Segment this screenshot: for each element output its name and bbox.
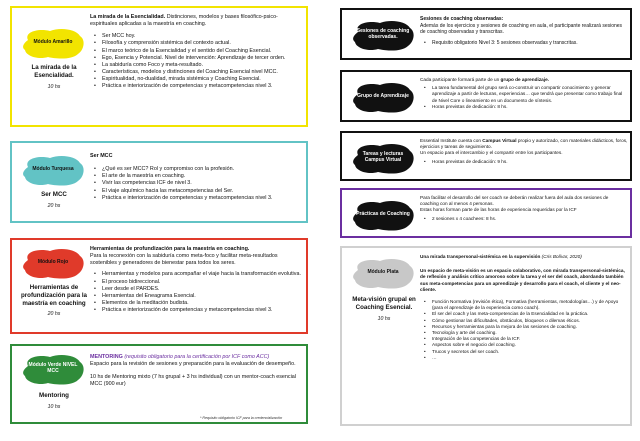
grupo-badge: Grupo de Aprendizaje: [350, 80, 416, 114]
tareas-intro-rest: propio y autorizado, con materiales didácticos, foros, ejercicios y tareas de seguimiento.: [420, 138, 628, 150]
tareas-badge: Tareas y lecturas Campus Virtual: [350, 141, 416, 175]
list-item: • El ser del coach y las meta-competencias de la Esencialidad en la práctica.: [420, 311, 628, 317]
modulo-rojo-badge: Módulo Rojo: [20, 246, 86, 280]
modulo-amarillo-badge: Módulo Amarillo: [20, 26, 86, 60]
list-item: • Filosofía y comprensión sistémica del contexto actual.: [90, 40, 304, 47]
list-item: • Aspectos sobre el negocio del coaching.: [420, 342, 628, 348]
modulo-plata-badge: Módulo Plata: [350, 256, 416, 290]
modulo-rojo-list: [90, 271, 304, 314]
tareas-card: [340, 131, 632, 181]
list-item: • Función Normativa (revisión ética), Formativa (herramientas, metodologías…) y de Apoyo (para el aprendizaje de la experiencia como coach).: [420, 299, 628, 311]
tareas-intro-bold: Campus Virtual: [482, 138, 517, 143]
modulo-rojo-name: Herramientas de profundización para la maestría en coaching: [20, 284, 87, 307]
sesiones-card: [340, 8, 632, 60]
grupo-intro-bold: grupo de aprendizaje.: [500, 77, 549, 82]
modulo-rojo-hours: 20 hs: [47, 311, 61, 318]
modulo-rojo-intro: Para la reconexión con la sabiduría como meta-foco y facilitar meta-resultados sostenibles y generadores de bienestar para todos los seres.: [90, 253, 278, 267]
modulo-verde-card: [10, 344, 308, 424]
modulo-verde-name: Mentoring: [39, 392, 69, 399]
list-item: • El proceso bidireccional.: [90, 279, 304, 286]
modulo-verde-detail: 10 hs de Mentoring mixto (7 hs grupal + 3 hs individual) con un mentor-coach esencial MCC (900 eur): [90, 374, 297, 388]
modulo-amarillo-hours: 10 hs: [47, 83, 61, 90]
tareas-intro: Essential Institute cuenta con: [420, 138, 481, 143]
modulo-amarillo-name: La mirada de la Esencialidad.: [31, 64, 77, 79]
tareas-list: [420, 159, 628, 165]
list-item: • Integración de las competencias de la ICF.: [420, 336, 628, 342]
sesiones-list: [420, 40, 628, 47]
practicas-card: [340, 188, 632, 238]
modulo-plata-title-note: (Cris Bolívar, 2020): [541, 254, 582, 259]
modulo-verde-title-note: (requisito obligatorio para la certificación por ICF como ACC): [124, 354, 270, 360]
grupo-list: [420, 85, 628, 110]
list-item: • Elementos de la meditación budista.: [90, 300, 304, 307]
list-item: • Práctica e interiorización de competencias y metacompetencias nivel 3.: [90, 307, 304, 314]
list-item: • 2 sesiones x 4 coachees: 8 hs.: [420, 216, 628, 222]
list-item: • El arte de la maestría en coaching.: [90, 173, 304, 180]
list-item: • Herramientas y modelos para acompañar el viaje hacia la transformación evolutiva.: [90, 271, 304, 278]
modulo-plata-intro: Un espacio de meta-visión es un espacio colaborativo, con mirada transpersonal-sistémica, de reflexión y análisis crítico amoroso sobre la tarea y el ser del coach, abordando también sus meta-competencias para un aprendizaje y desarrollo para el coach, el cliente y el neo-cliente.: [420, 268, 625, 292]
list-item: • ¿Qué es ser MCC? Rol y compromiso con la profesión.: [90, 166, 304, 173]
list-item: • El marco teórico de la Esencialidad y el sentido del Coaching Esencial.: [90, 48, 304, 55]
list-item: • Herramientas del Eneagrama Esencial.: [90, 293, 304, 300]
modulo-turquesa-name: Ser MCC: [41, 191, 67, 198]
modulo-amarillo-title: La mirada de la Esencialidad.: [90, 14, 166, 20]
modulo-amarillo-intro: Distinciones, modelos y bases filosófico-psico-espirituales aplicadas a la maestría en coaching.: [90, 14, 278, 28]
modulo-amarillo-list: [90, 33, 304, 90]
list-item: • Ego, Esencia y Potencial. Nivel de intervención: Aprendizaje de tercer orden.: [90, 55, 304, 62]
list-item: • Trucos y secretos del ser coach.: [420, 349, 628, 355]
modulo-turquesa-title: Ser MCC: [90, 153, 113, 159]
list-item: • Cómo gestionar las dificultades, obstáculos, bloqueos o dilemas éticos.: [420, 318, 628, 324]
practicas-intro2: Estas horas forman parte de las horas de experiencia requeridas por la ICF: [420, 207, 577, 213]
modulo-verde-badge: Módulo Verde NIVEL MCC: [20, 352, 86, 386]
list-item: • Características, modelos y distinciones del Coaching Esencial nivel MCC.: [90, 69, 304, 76]
modulo-plata-list: [420, 299, 628, 361]
practicas-badge: Prácticas de Coaching: [350, 198, 416, 232]
list-item: • Vivir las competencias ICF de nivel 3.: [90, 180, 304, 187]
list-item: • Horas previstas de dedicación: 8 hs.: [420, 104, 628, 110]
modulo-verde-hours: 10 hs: [47, 403, 61, 410]
list-item: • Recursos y herramientas para la mejora de las sesiones de coaching.: [420, 324, 628, 330]
modulo-verde-footnote: * Requisito obligatorio ICF para la credencialización: [200, 416, 283, 420]
modulo-rojo-title: Herramientas de profundización para la maestría en coaching.: [90, 246, 250, 252]
modulo-turquesa-list: [90, 166, 304, 202]
list-item: • La tarea fundamental del grupo será co-construir un compartir conocimiento y generar aprendizaje a partir de lecturas, experiencias… que tendrá que presentar como trabajo final de Nivel Core o lineamiento en un documento de síntesis.: [420, 85, 628, 104]
modulo-verde-intro: Espacio para la revisión de sesiones y preparación para la evaluación de desempeño.: [90, 361, 296, 368]
list-item: • Ser MCC hoy.: [90, 33, 304, 40]
modulo-amarillo-card: [10, 6, 308, 127]
sesiones-title: Sesiones de coaching observadas:: [420, 16, 504, 22]
practicas-intro: Para facilitar el desarrollo del ser coach se deberán realizar fuera del aula dos sesiones de coaching con al menos 4 personas.: [420, 195, 609, 207]
practicas-list: [420, 216, 628, 222]
sesiones-badge: Sesiones de coaching observadas.: [350, 18, 416, 52]
modulo-rojo-card: [10, 238, 308, 334]
sesiones-intro: Además de los ejercicios y sesiones de coaching en aula, el participante realizará sesiones de coaching observadas y transcritas.: [420, 22, 623, 36]
list-item: • Requisito obligatorio Nivel 3: 5 sesiones observadas y transcritas.: [420, 40, 628, 47]
modulo-turquesa-hours: 20 hs: [47, 202, 61, 209]
grupo-card: [340, 70, 632, 122]
tareas-intro2: Un espacio para el intercambio y el compartir entre los participantes.: [420, 150, 563, 156]
modulo-plata-card: [340, 246, 632, 426]
grupo-intro: Cada participante formará parte de un: [420, 77, 500, 82]
list-item: • Espiritualidad, no-dualidad, mirada sistémica y Coaching Esencial.: [90, 76, 304, 83]
list-item: • La sabiduría como Foco y meta-resultado.: [90, 62, 304, 69]
list-item: • El viaje alquímico hacia las metacompetencias del Ser.: [90, 188, 304, 195]
modulo-plata-hours: 10 hs: [377, 315, 391, 322]
list-item: • Horas previstas de dedicación: 9 hs.: [420, 159, 628, 165]
list-item: • Tecnología y arte del coaching.: [420, 330, 628, 336]
modulo-turquesa-card: [10, 141, 308, 223]
modulo-verde-title: MENTORING: [90, 354, 123, 360]
list-item: • Práctica e interiorización de competencias y metacompetencias nivel 3.: [90, 83, 304, 90]
list-item: • Leer desde el PARDES.: [90, 286, 304, 293]
modulo-plata-name: Meta-visión grupal en Coaching Esencial.: [352, 296, 416, 311]
list-item: • Práctica e interiorización de competencias y metacompetencias nivel 3.: [90, 195, 304, 202]
list-item: • …: [420, 355, 628, 361]
modulo-plata-title: Una mirada transpersonal-sistémica en la supervisión: [420, 254, 541, 259]
modulo-turquesa-badge: Módulo Turquesa: [20, 153, 86, 187]
